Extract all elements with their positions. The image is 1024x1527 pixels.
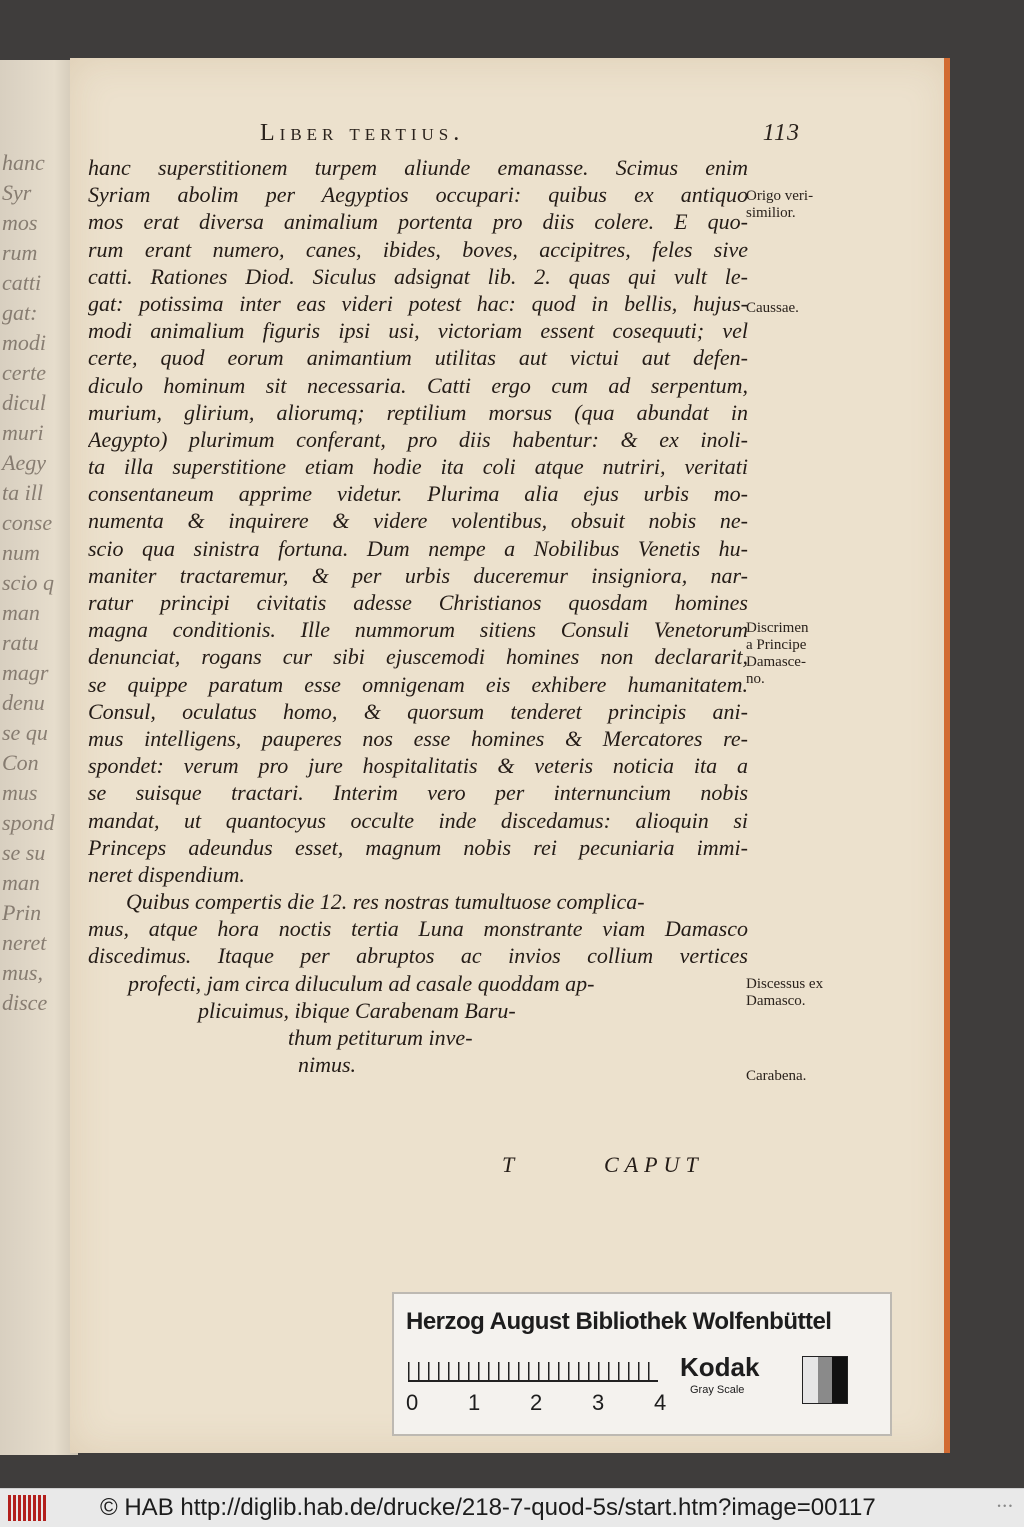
left-page-fragment-text: conse xyxy=(2,510,53,535)
running-title: Liber tertius. xyxy=(260,120,465,146)
gray-patch xyxy=(818,1357,833,1403)
gray-patch xyxy=(803,1357,818,1403)
left-page-fragment-text: certe xyxy=(2,360,46,385)
left-page-fragment-text: Prin xyxy=(2,900,42,925)
ruler-digits xyxy=(400,1390,670,1420)
text-line: se suisque tractari. Interim vero per internuncium nobis xyxy=(88,780,748,806)
left-page-fragment-text: magr xyxy=(2,660,49,685)
margin-note-line: Discrimen xyxy=(746,620,809,636)
body-text xyxy=(88,154,748,1078)
text-line: certe, quod eorum animantium utilitas aut victui aut defen- xyxy=(88,345,748,371)
left-page-fragment-text: num xyxy=(2,540,40,565)
left-page-fragment-text: hanc xyxy=(2,150,45,175)
text-line: consentaneum apprime videtur. Plurima alia ejus urbis mo- xyxy=(88,481,748,507)
left-page-fragment-text: man xyxy=(2,600,40,625)
text-line: Consul, oculatus homo, & quorsum tenderet principis ani- xyxy=(88,698,748,724)
margin-note-discessus xyxy=(746,976,823,1010)
text-line: ta illa superstitione etiam hodie ita coli atque nutriri, veritati xyxy=(88,454,748,480)
left-page-fragment-text: mus, xyxy=(2,960,43,985)
text-line: mos erat diversa animalium portenta pro diis colere. E quo- xyxy=(88,209,748,235)
signature-mark: T xyxy=(502,1152,521,1177)
text-line: rum erant numero, canes, ibides, boves, accipitres, feles sive xyxy=(88,236,748,262)
gray-patch xyxy=(832,1357,847,1403)
margin-note-line: Origo veri- xyxy=(746,188,814,204)
text-line: diculo hominum sit necessaria. Catti ergo cum ad serpentum, xyxy=(88,372,748,398)
text-line: Princeps adeundus esset, magnum nobis rei pecuniaria immi- xyxy=(88,834,748,860)
running-header xyxy=(260,120,800,154)
text-line: gat: potissima inter eas videri potest hac: quod in bellis, hujus- xyxy=(88,290,748,316)
text-line: plicuimus, ibique Carabenam Baru- xyxy=(198,997,516,1023)
left-page-fragment-text: muri xyxy=(2,420,44,445)
ruler-scale xyxy=(408,1354,658,1382)
margin-note-line: similior. xyxy=(746,205,796,221)
margin-note-line: Carabena. xyxy=(746,1068,807,1084)
text-line: murium, glirium, aliorumq; reptilium morsus (qua abundat in xyxy=(88,399,748,425)
footer-bar xyxy=(0,1488,1024,1527)
text-line: magna conditionis. Ille nummorum sitiens Consuli Venetorum xyxy=(88,617,748,643)
text-line: profecti, jam circa diluculum ad casale quoddam ap- xyxy=(128,970,595,996)
left-page-fragment-text: dicul xyxy=(2,390,46,415)
footer-url[interactable]: © HAB http://diglib.hab.de/drucke/218-7-quod-5s/start.htm?image=00117 xyxy=(100,1494,876,1521)
text-line: Quibus compertis die 12. res nostras tumultuose complica- xyxy=(126,889,645,915)
ruler-digit: 3 xyxy=(592,1390,605,1415)
text-line: Aegypto) plurimum conferant, pro diis habentur: & ex inoli- xyxy=(88,426,748,452)
page-number: 113 xyxy=(762,120,800,146)
left-page-fragment-text: Aegy xyxy=(2,450,46,475)
left-page-fragment-text: mus xyxy=(2,780,38,805)
margin-note-line: Damasce- xyxy=(746,654,806,670)
left-page-fragment-text: se qu xyxy=(2,720,48,745)
text-line: mandat, ut quantocyus occulte inde discedamus: alioquin si xyxy=(88,807,748,833)
text-line: neret dispendium. xyxy=(88,861,245,887)
margin-note-line: Caussae. xyxy=(746,300,799,316)
ruler-digit: 0 xyxy=(406,1390,419,1415)
left-page-fragment-text: mos xyxy=(2,210,38,235)
text-line: mus, atque hora noctis tertia Luna monstrante viam Damasco xyxy=(88,916,748,942)
text-line: se quippe paratum esse omnigenam eis exhibere humanitatem. xyxy=(88,671,748,697)
ruler-digit: 1 xyxy=(468,1390,481,1415)
library-name: Herzog August Bibliothek Wolfenbüttel xyxy=(406,1308,832,1335)
text-line: Syriam abolim per Aegyptios occupari: quibus ex antiquo xyxy=(88,182,748,208)
left-page-fragment-text: Syr xyxy=(2,180,32,205)
margin-note-line: a Principe xyxy=(746,637,807,653)
left-page-fragment-text: ta ill xyxy=(2,480,43,505)
margin-note-causae xyxy=(746,300,799,317)
left-page-fragment-text: spond xyxy=(2,810,55,835)
text-line: nimus. xyxy=(298,1052,357,1078)
left-page-fragment-text: se su xyxy=(2,840,46,865)
left-page-fragment-text: ratu xyxy=(2,630,39,655)
text-line: modi animalium figuris ipsi usi, victoriam essent cosequuti; vel xyxy=(88,318,748,344)
color-calibration-card xyxy=(392,1292,892,1436)
text-line: scio qua sinistra fortuna. Dum nempe a Nobilibus Venetis hu- xyxy=(88,535,748,561)
left-page-fragment-text: scio q xyxy=(2,570,54,595)
left-page-fragment-text: disce xyxy=(2,990,48,1015)
left-page-fragment xyxy=(0,60,78,1455)
text-line: maniter tractaremur, & per urbis duceremur insigniora, nar- xyxy=(88,562,748,588)
text-line: ratur principi civitatis adesse Christianos quosdam homines xyxy=(88,590,748,615)
hab-logo-icon xyxy=(8,1495,46,1521)
text-line: hanc superstitionem turpem aliunde emanasse. Scimus enim xyxy=(88,155,748,180)
left-page-fragment-text: Con xyxy=(2,750,39,775)
margin-note-line: Damasco. xyxy=(746,993,806,1009)
left-page-fragment-text: modi xyxy=(2,330,46,355)
gray-scale-label: Gray Scale xyxy=(690,1384,745,1396)
text-line: denunciat, rogans cur sibi ejuscemodi homines non declararit, xyxy=(88,644,748,670)
text-line: thum petiturum inve- xyxy=(288,1025,473,1050)
footer-dots-icon: • • • xyxy=(997,1501,1012,1511)
left-page-fragment-text: man xyxy=(2,870,40,895)
ruler-digit: 2 xyxy=(530,1390,543,1415)
left-page-fragment-text: denu xyxy=(2,690,45,715)
left-page-fragment-text: neret xyxy=(2,930,47,955)
text-line: catti. Rationes Diod. Siculus adsignat lib. 2. quas qui vult le- xyxy=(88,263,748,289)
margin-note-origo xyxy=(746,188,813,222)
margin-note-line: Discessus ex xyxy=(746,976,824,992)
margin-note-line: no. xyxy=(746,671,765,687)
catchword: CAPUT xyxy=(604,1152,704,1177)
text-line: mus intelligens, pauperes nos esse homines & Mercatores re- xyxy=(88,725,748,751)
kodak-logo: Kodak xyxy=(680,1352,760,1382)
ruler-digit: 4 xyxy=(654,1390,667,1415)
book-page xyxy=(70,58,950,1453)
gray-patches xyxy=(802,1356,848,1404)
margin-note-discrimen xyxy=(746,620,808,688)
text-line: discedimus. Itaque per abruptos ac invios collium vertices xyxy=(88,943,748,969)
left-page-fragment-text: gat: xyxy=(2,300,38,325)
margin-note-carabena xyxy=(746,1068,806,1085)
left-page-fragment-text: catti xyxy=(2,270,42,295)
text-line: numenta & inquirere & videre volentibus, obsuit nobis ne- xyxy=(88,508,748,534)
text-line: spondet: verum pro jure hospitalitatis & veteris noticia ita a xyxy=(88,753,748,779)
left-page-fragment-text: rum xyxy=(2,240,38,265)
